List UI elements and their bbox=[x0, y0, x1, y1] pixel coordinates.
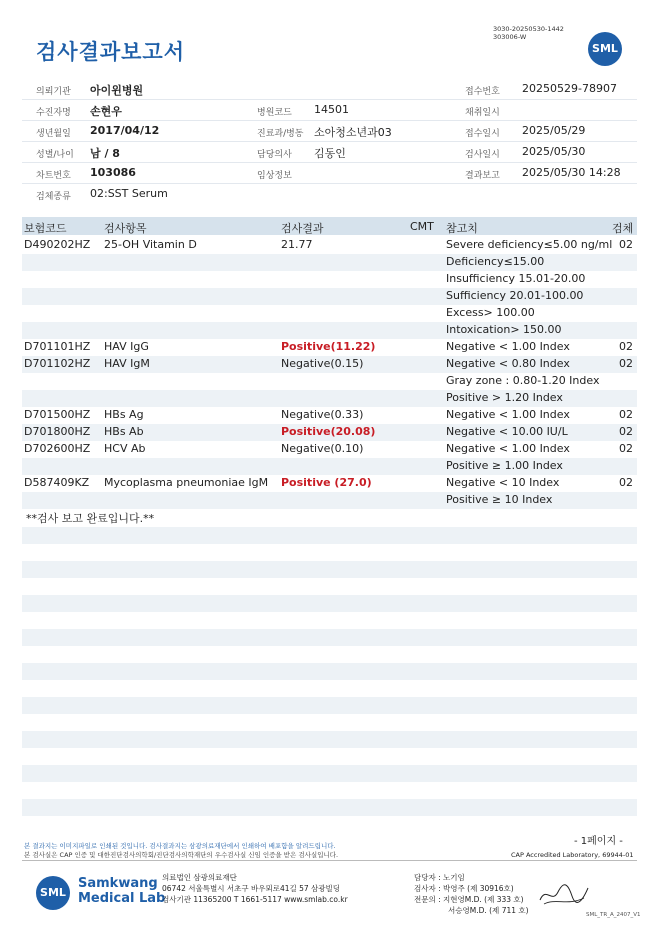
address-line: 의료법인 삼광의료재단 bbox=[162, 873, 237, 882]
staff-line: 서승영M.D. (제 711 호) bbox=[448, 906, 529, 915]
reference-cell: Negative < 1.00 Index bbox=[446, 408, 570, 421]
code-cell: D701102HZ bbox=[24, 357, 91, 370]
chart-label: 차트번호 bbox=[36, 171, 71, 181]
result-cell: Negative(0.10) bbox=[281, 442, 364, 455]
footer-company-name bbox=[78, 876, 165, 906]
item-cell: Mycoplasma pneumoniae IgM bbox=[104, 476, 269, 489]
table-row bbox=[22, 254, 637, 271]
code-cell: D701800HZ bbox=[24, 425, 91, 438]
header-row bbox=[22, 163, 637, 184]
table-row bbox=[22, 441, 637, 458]
col-item: 검사항목 bbox=[104, 222, 147, 235]
reference-cell: Positive ≥ 1.00 Index bbox=[446, 459, 563, 472]
item-cell: HAV IgG bbox=[104, 340, 149, 353]
test-date-value: 2025/05/30 bbox=[522, 145, 586, 158]
table-row bbox=[22, 458, 637, 475]
address-line: 검사기관 11365200 T 1661-5117 www.smlab.co.kr bbox=[162, 895, 348, 904]
item-cell: HAV IgM bbox=[104, 357, 150, 370]
sex-age-label: 성별/나이 bbox=[36, 150, 74, 160]
item-cell: 25-OH Vitamin D bbox=[104, 238, 197, 251]
patient-label: 수진자명 bbox=[36, 108, 71, 118]
empty-row bbox=[22, 731, 637, 748]
col-cmt: CMT bbox=[410, 220, 434, 233]
specimen-cell: 02 bbox=[619, 340, 633, 353]
test-date-label: 검사일시 bbox=[465, 150, 500, 160]
specimen-cell: 02 bbox=[619, 357, 633, 370]
table-row bbox=[22, 271, 637, 288]
empty-row bbox=[22, 663, 637, 680]
results-table-header bbox=[22, 217, 637, 235]
print-notice: 본 결과지는 이미지파일로 인쇄된 것입니다. 검사결과지는 삼광의료재단에서 인쇄하여 배포함을 알려드립니다. bbox=[24, 842, 336, 850]
reference-cell: Negative < 10 Index bbox=[446, 476, 560, 489]
table-row bbox=[22, 407, 637, 424]
empty-row bbox=[22, 816, 637, 833]
empty-row bbox=[22, 578, 637, 595]
reference-cell: Negative < 10.00 IU/L bbox=[446, 425, 568, 438]
company-name-line: Medical Lab bbox=[78, 891, 166, 906]
header-row bbox=[22, 100, 637, 121]
result-cell: Negative(0.15) bbox=[281, 357, 364, 370]
empty-row bbox=[22, 765, 637, 782]
staff-line: 검사자 : 박영주 (제 30916호) bbox=[414, 884, 514, 893]
col-specimen: 검체 bbox=[612, 222, 634, 235]
reference-cell: Positive > 1.20 Index bbox=[446, 391, 563, 404]
sml-logo: SML bbox=[588, 32, 622, 66]
document-number bbox=[493, 25, 564, 41]
specimen-value: 02:SST Serum bbox=[90, 187, 168, 200]
empty-row bbox=[22, 799, 637, 816]
receipt-no-label: 접수번호 bbox=[465, 87, 500, 97]
reference-cell: Insufficiency 15.01-20.00 bbox=[446, 272, 586, 285]
empty-row bbox=[22, 527, 637, 544]
header-row bbox=[22, 79, 637, 100]
doctor-label: 담당의사 bbox=[257, 150, 292, 160]
col-result: 검사결과 bbox=[281, 222, 324, 235]
code-cell: D701101HZ bbox=[24, 340, 91, 353]
footer-address bbox=[162, 872, 348, 905]
table-row bbox=[22, 339, 637, 356]
item-cell: HCV Ab bbox=[104, 442, 146, 455]
institution-value: 아이윈병원 bbox=[90, 84, 144, 97]
reference-cell: Sufficiency 20.01-100.00 bbox=[446, 289, 584, 302]
specimen-cell: 02 bbox=[619, 408, 633, 421]
empty-row bbox=[22, 612, 637, 629]
empty-row bbox=[22, 782, 637, 799]
specimen-cell: 02 bbox=[619, 476, 633, 489]
doc-number-line: 303006-W bbox=[493, 33, 527, 41]
address-line: 06742 서울특별시 서초구 바우뫼로41길 57 삼광빌딩 bbox=[162, 884, 341, 893]
receipt-date-value: 2025/05/29 bbox=[522, 124, 586, 137]
footer-staff bbox=[414, 872, 529, 916]
empty-row bbox=[22, 697, 637, 714]
code-cell: D701500HZ bbox=[24, 408, 91, 421]
cap-accreditation: CAP Accredited Laboratory, 69944-01 bbox=[511, 851, 634, 859]
empty-row bbox=[22, 629, 637, 646]
reference-cell: Negative < 0.80 Index bbox=[446, 357, 570, 370]
result-cell: Positive(20.08) bbox=[281, 425, 376, 438]
empty-row bbox=[22, 561, 637, 578]
col-code: 보험코드 bbox=[24, 222, 67, 235]
specimen-label: 검체종류 bbox=[36, 192, 71, 202]
staff-line: 전문의 : 지현영M.D. (제 333 호) bbox=[414, 895, 524, 904]
empty-row bbox=[22, 748, 637, 765]
signature-icon bbox=[538, 882, 590, 908]
hospital-code-value: 14501 bbox=[314, 103, 349, 116]
reference-cell: Excess> 100.00 bbox=[446, 306, 535, 319]
header-row bbox=[22, 142, 637, 163]
footer-divider bbox=[22, 860, 637, 861]
specimen-cell: 02 bbox=[619, 425, 633, 438]
reference-cell: Positive ≥ 10 Index bbox=[446, 493, 553, 506]
chart-value: 103086 bbox=[90, 166, 136, 179]
reference-cell: Negative < 1.00 Index bbox=[446, 340, 570, 353]
specimen-cell: 02 bbox=[619, 442, 633, 455]
specimen-cell: 02 bbox=[619, 238, 633, 251]
result-cell: Positive (27.0) bbox=[281, 476, 372, 489]
code-cell: D587409KZ bbox=[24, 476, 90, 489]
hospital-code-label: 병원코드 bbox=[257, 108, 292, 118]
table-row bbox=[22, 390, 637, 407]
company-name-line: Samkwang bbox=[78, 876, 158, 891]
table-row bbox=[22, 475, 637, 492]
table-row bbox=[22, 237, 637, 254]
completion-note: **검사 보고 완료입니다.** bbox=[26, 512, 155, 525]
reference-cell: Severe deficiency≤5.00 ng/ml bbox=[446, 238, 613, 251]
table-row bbox=[22, 356, 637, 373]
empty-row bbox=[22, 595, 637, 612]
page-number: - 1페이지 - bbox=[574, 836, 623, 847]
col-ref: 참고치 bbox=[446, 222, 478, 235]
institution-label: 의뢰기관 bbox=[36, 87, 71, 97]
report-date-label: 결과보고 bbox=[465, 171, 500, 181]
empty-row bbox=[22, 646, 637, 663]
receipt-date-label: 접수일시 bbox=[465, 129, 500, 139]
result-cell: 21.77 bbox=[281, 238, 313, 251]
table-row bbox=[22, 288, 637, 305]
report-date-value: 2025/05/30 14:28 bbox=[522, 166, 621, 179]
result-cell: Positive(11.22) bbox=[281, 340, 376, 353]
code-cell: D490202HZ bbox=[24, 238, 91, 251]
accreditation-notice: 본 검사실은 CAP 인증 및 대한진단검사의학회/진단검사의학재단의 우수검사실 신임 인증을 받은 검사실입니다. bbox=[24, 851, 339, 859]
collection-date-label: 채취일시 bbox=[465, 108, 500, 118]
reference-cell: Intoxication> 150.00 bbox=[446, 323, 562, 336]
form-code: SML_TR_A_2407_V1 bbox=[586, 912, 641, 918]
item-cell: HBs Ab bbox=[104, 425, 144, 438]
birth-label: 생년월일 bbox=[36, 129, 71, 139]
birth-value: 2017/04/12 bbox=[90, 124, 160, 137]
patient-value: 손현우 bbox=[90, 105, 122, 118]
header-row bbox=[22, 121, 637, 142]
doctor-value: 김동인 bbox=[314, 147, 346, 160]
reference-cell: Negative < 1.00 Index bbox=[446, 442, 570, 455]
empty-row bbox=[22, 544, 637, 561]
doc-number-line: 3030-20250530-1442 bbox=[493, 25, 564, 33]
reference-cell: Deficiency≤15.00 bbox=[446, 255, 545, 268]
footer-sml-logo: SML bbox=[36, 876, 70, 910]
code-cell: D702600HZ bbox=[24, 442, 91, 455]
clinical-label: 임상정보 bbox=[257, 171, 292, 181]
table-row bbox=[22, 424, 637, 441]
table-row bbox=[22, 373, 637, 390]
dept-label: 진료과/병동 bbox=[257, 129, 304, 139]
empty-row bbox=[22, 714, 637, 731]
table-row bbox=[22, 305, 637, 322]
header-row bbox=[22, 184, 637, 204]
table-row bbox=[22, 322, 637, 339]
result-cell: Negative(0.33) bbox=[281, 408, 364, 421]
report-title: 검사결과보고서 bbox=[36, 40, 186, 64]
staff-line: 담당자 : 노기임 bbox=[414, 873, 465, 882]
reference-cell: Gray zone : 0.80-1.20 Index bbox=[446, 374, 600, 387]
empty-row bbox=[22, 680, 637, 697]
receipt-no-value: 20250529-78907 bbox=[522, 82, 617, 95]
sex-age-value: 남 / 8 bbox=[90, 147, 120, 160]
dept-value: 소아청소년과03 bbox=[314, 126, 392, 139]
item-cell: HBs Ag bbox=[104, 408, 144, 421]
table-row bbox=[22, 492, 637, 509]
